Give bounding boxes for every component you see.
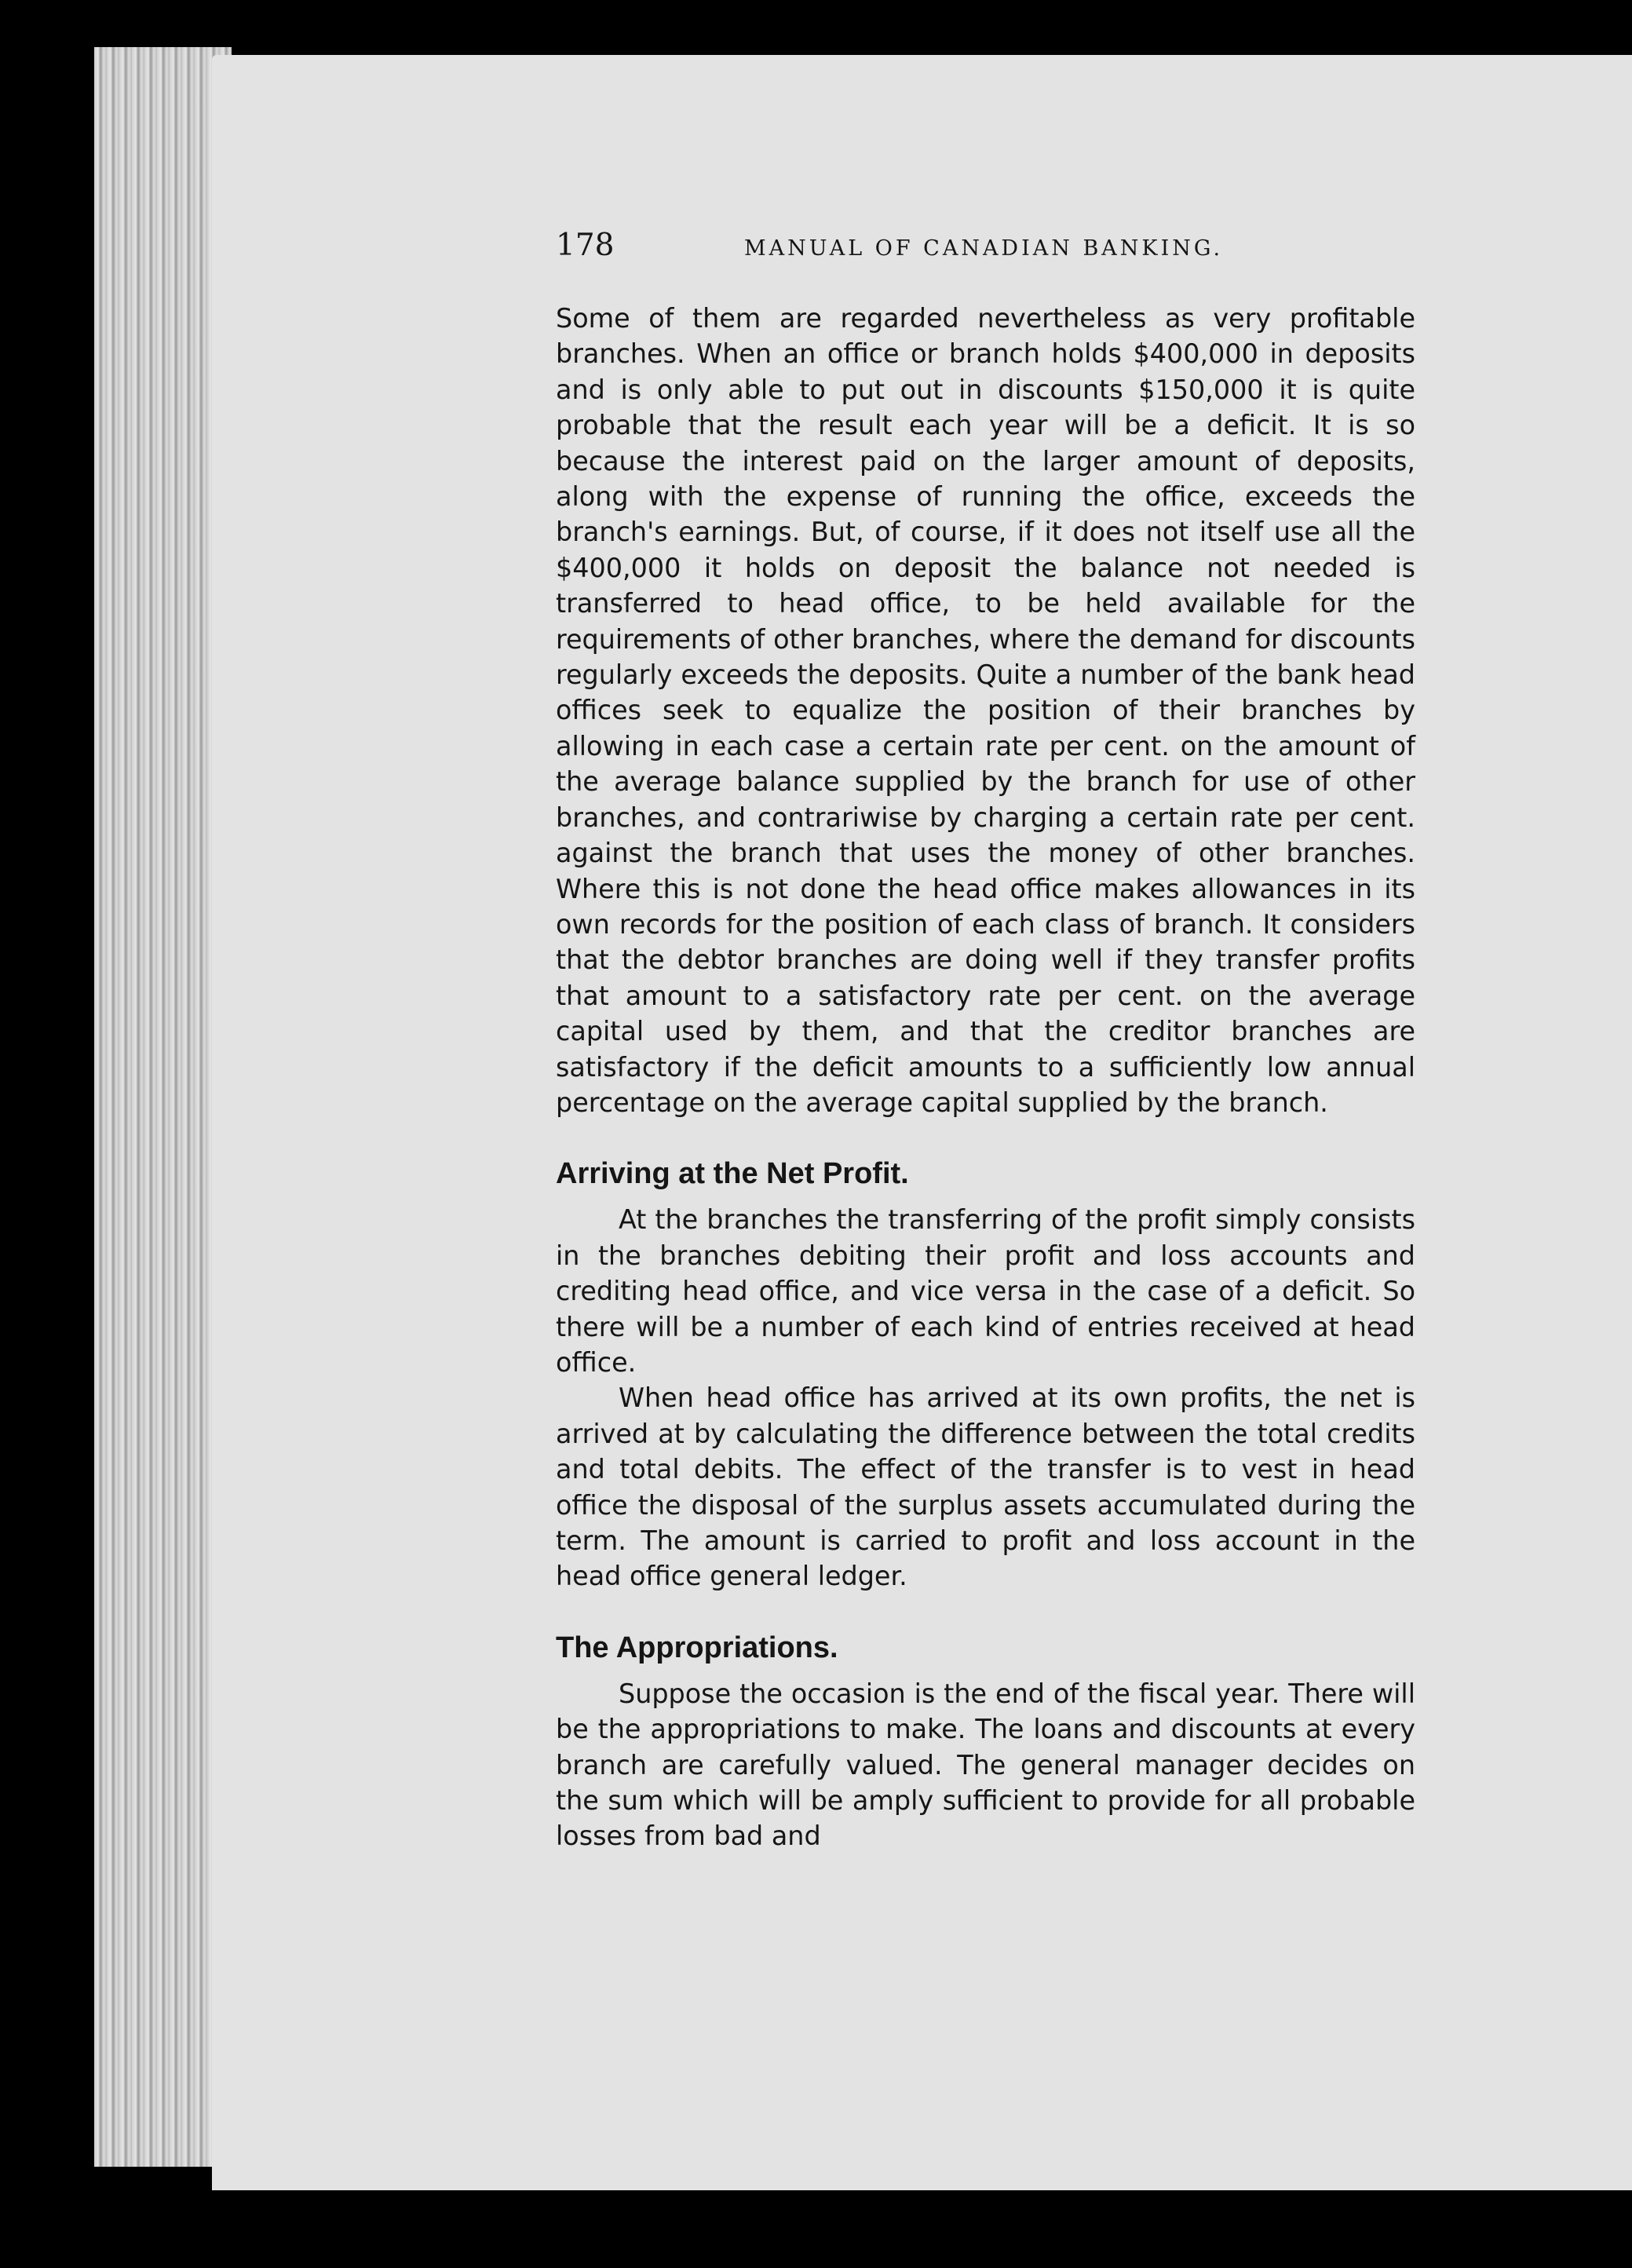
running-title: MANUAL OF CANADIAN BANKING. — [744, 236, 1224, 261]
section-heading: Arriving at the Net Profit. — [556, 1157, 909, 1191]
running-head — [556, 228, 1415, 263]
section-heading: The Appropriations. — [556, 1631, 838, 1664]
page-number: 178 — [556, 228, 615, 263]
paragraph: Some of them are regarded nevertheless as very profitable branches. When an office or branch holds $400,000 in deposits and is only able to put out in discounts $150,000 it is quite probable that the result each year will be a deficit. It is so because the interest paid on the larger amount of deposits, along with the expense of running the office, exceeds the branch's earnings. But, of course, if it does not itself use all the $400,000 it holds on deposit the balance not needed is transferred to head office, to be held available for the requirements of other branches, where the demand for discounts regularly exceeds the deposits. Quite a number of the bank head offices seek to equalize the position of their branches by allowing in each case a certain rate per cent. on the amount of the average balance supplied by the branch for use of other branches, and contrariwise by charging a certain rate per cent. against the branch that uses the money of other branches. Where this is not done the head office makes allowances in its own records for the position of each class of branch. It considers that the debtor branches are doing well if they transfer profits that amount to a satisfactory rate per cent. on the average capital used by them, and that the creditor branches are satisfactory if the deficit amounts to a sufficiently low annual percentage on the average capital supplied by the branch. — [556, 303, 1415, 1118]
paragraph: When head office has arrived at its own profits, the net is arrived at by calculating the difference between the total credits and total debits. The effect of the transfer is to vest in head office the disposal of the surplus assets accumulated during the term. The amount is carried to profit and loss account in the head office general ledger. — [556, 1382, 1415, 1592]
page-edges — [94, 47, 232, 2167]
paragraph: Suppose the occasion is the end of the fiscal year. There will be the appropriations to make. The loans and discounts at every branch are carefully valued. The general manager decides on the sum which will be amply sufficient to provide for all probable losses from bad and — [556, 1678, 1415, 1852]
page-text — [556, 228, 1415, 1854]
paragraph: At the branches the transferring of the profit simply consists in the branches debiting their profit and loss accounts and crediting head office, and vice versa in the case of a deficit. So there will be a number of each kind of entries received at head office. — [556, 1204, 1415, 1378]
